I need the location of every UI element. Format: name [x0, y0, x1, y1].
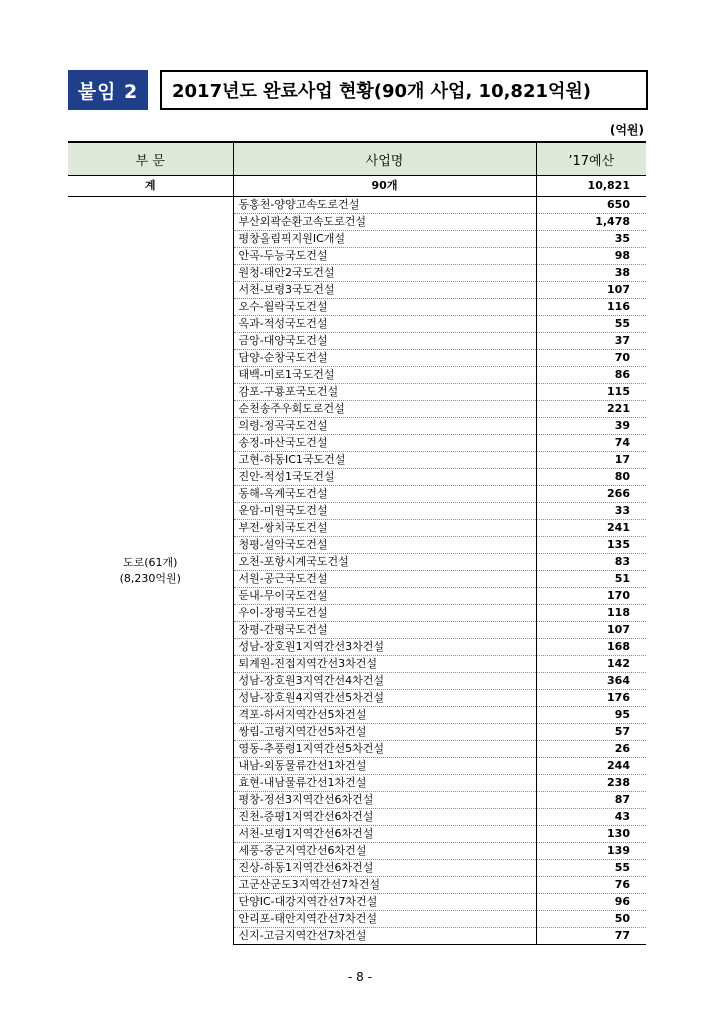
project-name: 고군산군도3지역간선7차건설	[233, 877, 536, 894]
project-name: 원청-태안2국도건설	[233, 265, 536, 282]
project-budget: 26	[536, 741, 646, 758]
total-label: 계	[68, 176, 233, 197]
project-name: 성남-장호원1지역간선3차건설	[233, 639, 536, 656]
projects-table	[68, 141, 646, 945]
column-header-project: 사업명	[233, 142, 536, 176]
project-name: 동홍천-양양고속도로건설	[233, 197, 536, 214]
project-name: 오수-월락국도건설	[233, 299, 536, 316]
project-budget: 76	[536, 877, 646, 894]
project-name: 담양-순창국도건설	[233, 350, 536, 367]
project-name: 옥과-적성국도건설	[233, 316, 536, 333]
project-budget: 135	[536, 537, 646, 554]
project-name: 평창-정선3지역간선6차건설	[233, 792, 536, 809]
project-name: 효현-내남물류간선1차건설	[233, 775, 536, 792]
project-name: 우이-장평국도건설	[233, 605, 536, 622]
project-budget: 87	[536, 792, 646, 809]
category-budget: (8,230억원)	[119, 571, 181, 585]
table-row	[68, 197, 646, 214]
project-name: 태백-미로1국도건설	[233, 367, 536, 384]
project-name: 영동-추풍령1지역간선5차건설	[233, 741, 536, 758]
project-budget: 80	[536, 469, 646, 486]
project-budget: 116	[536, 299, 646, 316]
category-name: 도로(61개)	[123, 555, 178, 569]
project-budget: 118	[536, 605, 646, 622]
project-name: 서원-공근국도건설	[233, 571, 536, 588]
column-header-sector: 부 문	[68, 142, 233, 176]
project-name: 감포-구룡포국도건설	[233, 384, 536, 401]
project-budget: 139	[536, 843, 646, 860]
project-name: 퇴계원-진접지역간선3차건설	[233, 656, 536, 673]
project-name: 금앙-대양국도건설	[233, 333, 536, 350]
project-budget: 266	[536, 486, 646, 503]
project-budget: 35	[536, 231, 646, 248]
project-budget: 77	[536, 928, 646, 945]
attachment-badge: 붙임 2	[68, 70, 148, 110]
table-body	[68, 176, 646, 945]
project-name: 오천-포항시계국도건설	[233, 554, 536, 571]
project-budget: 170	[536, 588, 646, 605]
unit-label: (억원)	[609, 123, 644, 137]
total-row	[68, 176, 646, 197]
project-budget: 650	[536, 197, 646, 214]
project-name: 둔내-무이국도건설	[233, 588, 536, 605]
project-name: 동해-옥계국도건설	[233, 486, 536, 503]
table-header-row	[68, 142, 646, 176]
project-budget: 107	[536, 282, 646, 299]
category-cell	[68, 197, 233, 945]
title-row	[68, 70, 648, 110]
project-name: 청평-설악국도건설	[233, 537, 536, 554]
project-name: 서천-보령1지역간선6차건설	[233, 826, 536, 843]
project-name: 안리포-태안지역간선7차건설	[233, 911, 536, 928]
project-name: 송정-마산국도건설	[233, 435, 536, 452]
page-number: - 8 -	[348, 970, 372, 984]
project-name: 운암-미원국도건설	[233, 503, 536, 520]
project-name: 쌍림-고령지역간선5차건설	[233, 724, 536, 741]
project-name: 부전-쌍치국도건설	[233, 520, 536, 537]
project-name: 세풍-중군지역간선6차건설	[233, 843, 536, 860]
project-budget: 55	[536, 860, 646, 877]
project-budget: 37	[536, 333, 646, 350]
project-name: 순천송주우회도로건설	[233, 401, 536, 418]
project-name: 의령-정곡국도건설	[233, 418, 536, 435]
project-budget: 38	[536, 265, 646, 282]
project-name: 부산외곽순환고속도로건설	[233, 214, 536, 231]
project-budget: 130	[536, 826, 646, 843]
page-title: 2017년도 완료사업 현황(90개 사업, 10,821억원)	[160, 70, 648, 110]
project-budget: 96	[536, 894, 646, 911]
project-name: 성남-장호원4지역간선5차건설	[233, 690, 536, 707]
project-name: 격포-하서지역간선5차건설	[233, 707, 536, 724]
total-count: 90개	[233, 176, 536, 197]
project-budget: 107	[536, 622, 646, 639]
project-budget: 238	[536, 775, 646, 792]
project-name: 진천-증평1지역간선6차건설	[233, 809, 536, 826]
project-budget: 39	[536, 418, 646, 435]
project-budget: 364	[536, 673, 646, 690]
project-budget: 57	[536, 724, 646, 741]
project-name: 서천-보령3국도건설	[233, 282, 536, 299]
project-budget: 142	[536, 656, 646, 673]
project-name: 단양IC-대강지역간선7차건설	[233, 894, 536, 911]
project-budget: 115	[536, 384, 646, 401]
project-name: 평창올림픽지원IC개설	[233, 231, 536, 248]
project-budget: 1,478	[536, 214, 646, 231]
project-name: 내남-외동물류간선1차건설	[233, 758, 536, 775]
project-budget: 168	[536, 639, 646, 656]
project-budget: 98	[536, 248, 646, 265]
project-name: 진상-하동1지역간선6차건설	[233, 860, 536, 877]
project-name: 장평-간평국도건설	[233, 622, 536, 639]
project-budget: 221	[536, 401, 646, 418]
total-budget: 10,821	[536, 176, 646, 197]
project-budget: 43	[536, 809, 646, 826]
project-name: 진안-적성1국도건설	[233, 469, 536, 486]
project-name: 신지-고금지역간선7차건설	[233, 928, 536, 945]
project-budget: 74	[536, 435, 646, 452]
project-budget: 50	[536, 911, 646, 928]
project-name: 고현-하동IC1국도건설	[233, 452, 536, 469]
project-budget: 51	[536, 571, 646, 588]
project-budget: 86	[536, 367, 646, 384]
project-budget: 70	[536, 350, 646, 367]
project-budget: 241	[536, 520, 646, 537]
project-name: 안곡-두능국도건설	[233, 248, 536, 265]
project-budget: 55	[536, 316, 646, 333]
project-budget: 176	[536, 690, 646, 707]
project-budget: 17	[536, 452, 646, 469]
project-budget: 95	[536, 707, 646, 724]
project-budget: 83	[536, 554, 646, 571]
project-budget: 244	[536, 758, 646, 775]
project-budget: 33	[536, 503, 646, 520]
column-header-budget: ’17예산	[536, 142, 646, 176]
project-name: 성남-장호원3지역간선4차건설	[233, 673, 536, 690]
